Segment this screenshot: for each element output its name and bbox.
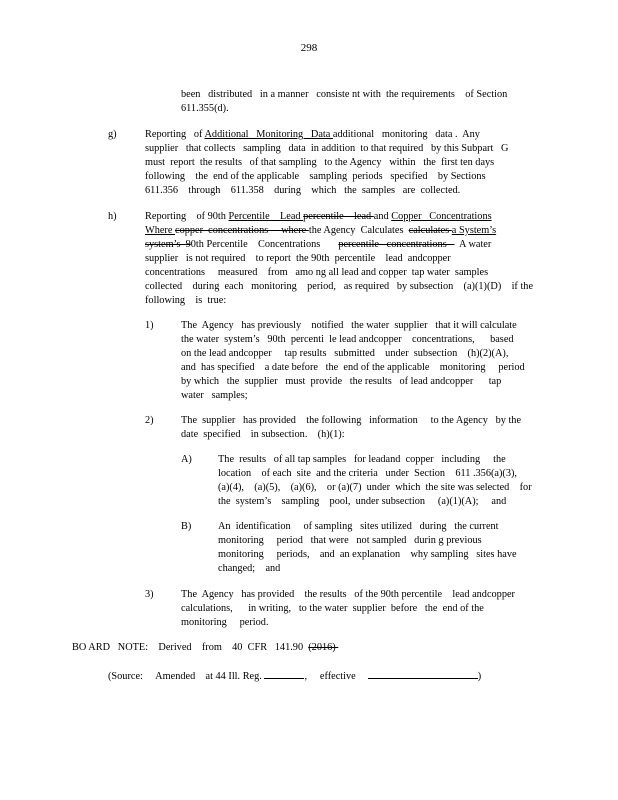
text: Reporting of: [145, 129, 205, 140]
inserted-text: Copper Concentrations: [391, 211, 492, 222]
page-number: 298: [300, 42, 318, 54]
item-g-line-1: [145, 128, 480, 142]
inserted-text: Where: [145, 225, 176, 236]
sub-1-label: 1): [145, 320, 154, 331]
item-h-line: supplier is not required to report the 90th percentile lead andcopper: [145, 253, 451, 264]
sub-3-line: The Agency has provided the results of the 90th percentile lead andcopper: [181, 589, 515, 600]
inserted-text: Percentile Lead: [228, 211, 304, 222]
sub-1-line: and has specified a date before the end of the applicable monitoring period: [181, 362, 525, 373]
inserted-text: Additional Monitoring Data: [204, 129, 333, 140]
item-g-line: following the end of the applicable sampling periods specified by Sections: [145, 171, 486, 182]
sub-2a-line: location of each site and the criteria under Section 611 .356(a)(3),: [218, 468, 517, 479]
sub-3-line: monitoring period.: [181, 617, 269, 628]
item-h-label: h): [108, 211, 117, 222]
text: 0th Percentile Concentrations: [190, 239, 339, 250]
text: ): [477, 671, 482, 682]
sub-1-line: the water system’s 90th percenti le lead andcopper concentrations, based: [181, 334, 514, 345]
blank-line: [368, 668, 478, 679]
sub-1-line: on the lead andcopper tap results submitted under subsection (h)(2)(A),: [181, 348, 509, 359]
text: and: [373, 211, 392, 222]
sub-2b-label: B): [181, 521, 192, 532]
item-h-line-1: [145, 210, 492, 224]
sub-2-label: 2): [145, 415, 154, 426]
deleted-text: system’s 9: [145, 239, 191, 250]
text: additional monitoring data . Any: [332, 129, 480, 140]
sub-3-label: 3): [145, 589, 154, 600]
sub-2b-line: An identification of sampling sites utilized during the current: [218, 521, 499, 532]
text: , effective: [304, 671, 356, 682]
deleted-text: calculates: [408, 225, 452, 236]
continuation-line: 611.355(d).: [181, 103, 229, 114]
board-note: [72, 641, 338, 655]
sub-2a-line: The results of all tap samples for leadand copper including the: [218, 454, 506, 465]
item-h-line-2: [145, 224, 496, 238]
deleted-text: percentile lead: [303, 211, 374, 222]
blank-line: [264, 668, 304, 679]
sub-2a-label: A): [181, 454, 192, 465]
text: Reporting of 90th: [145, 211, 229, 222]
text: (Source: Amended at 44 Ill. Reg.: [108, 671, 265, 682]
sub-1-line: The Agency has previously notified the water supplier that it will calculate: [181, 320, 517, 331]
deleted-text: percentile concentrations: [338, 239, 455, 250]
item-h-line: following is true:: [145, 295, 227, 306]
item-h-line: concentrations measured from amo ng all lead and copper tap water samples: [145, 267, 489, 278]
sub-1-line: by which the supplier must provide the results of lead andcopper tap: [181, 376, 502, 387]
sub-2b-line: monitoring periods, and an explanation why sampling sites have: [218, 549, 517, 560]
sub-2a-line: (a)(4), (a)(5), (a)(6), or (a)(7) under which the site was selected for: [218, 482, 532, 493]
deleted-text: (2016): [308, 642, 339, 653]
text: the Agency Calculates: [308, 225, 409, 236]
sub-2-line: The supplier has provided the following information to the Agency by the: [181, 415, 522, 426]
sub-2-line: date specified in subsection. (h)(1):: [181, 429, 345, 440]
sub-2a-line: the system’s sampling pool, under subsection (a)(1)(A); and: [218, 496, 507, 507]
item-g-line: 611.356 through 611.358 during which the samples are collected.: [145, 185, 461, 196]
text: BO ARD NOTE: Derived from 40 CFR 141.90: [72, 642, 309, 653]
item-h-line-3: [145, 238, 491, 252]
sub-2b-line: monitoring period that were not sampled durin g previous: [218, 535, 482, 546]
item-g-label: g): [108, 129, 117, 140]
item-h-line: collected during each monitoring period, as required by subsection (a)(1)(D) if the: [145, 281, 534, 292]
sub-2b-line: changed; and: [218, 563, 281, 574]
deleted-text: copper concentrations where: [175, 225, 309, 236]
item-g-line: supplier that collects sampling data in addition to that required by this Subpart G: [145, 143, 509, 154]
sub-1-line: water samples;: [181, 390, 248, 401]
inserted-text: a System’s: [451, 225, 497, 236]
source-note: [108, 668, 481, 684]
sub-3-line: calculations, in writing, to the water supplier before the end of the: [181, 603, 484, 614]
continuation-line: been distributed in a manner consiste nt with the requirements of Section: [181, 89, 508, 100]
item-g-line: must report the results of that sampling to the Agency within the first ten days: [145, 157, 495, 168]
text: A water: [454, 239, 492, 250]
